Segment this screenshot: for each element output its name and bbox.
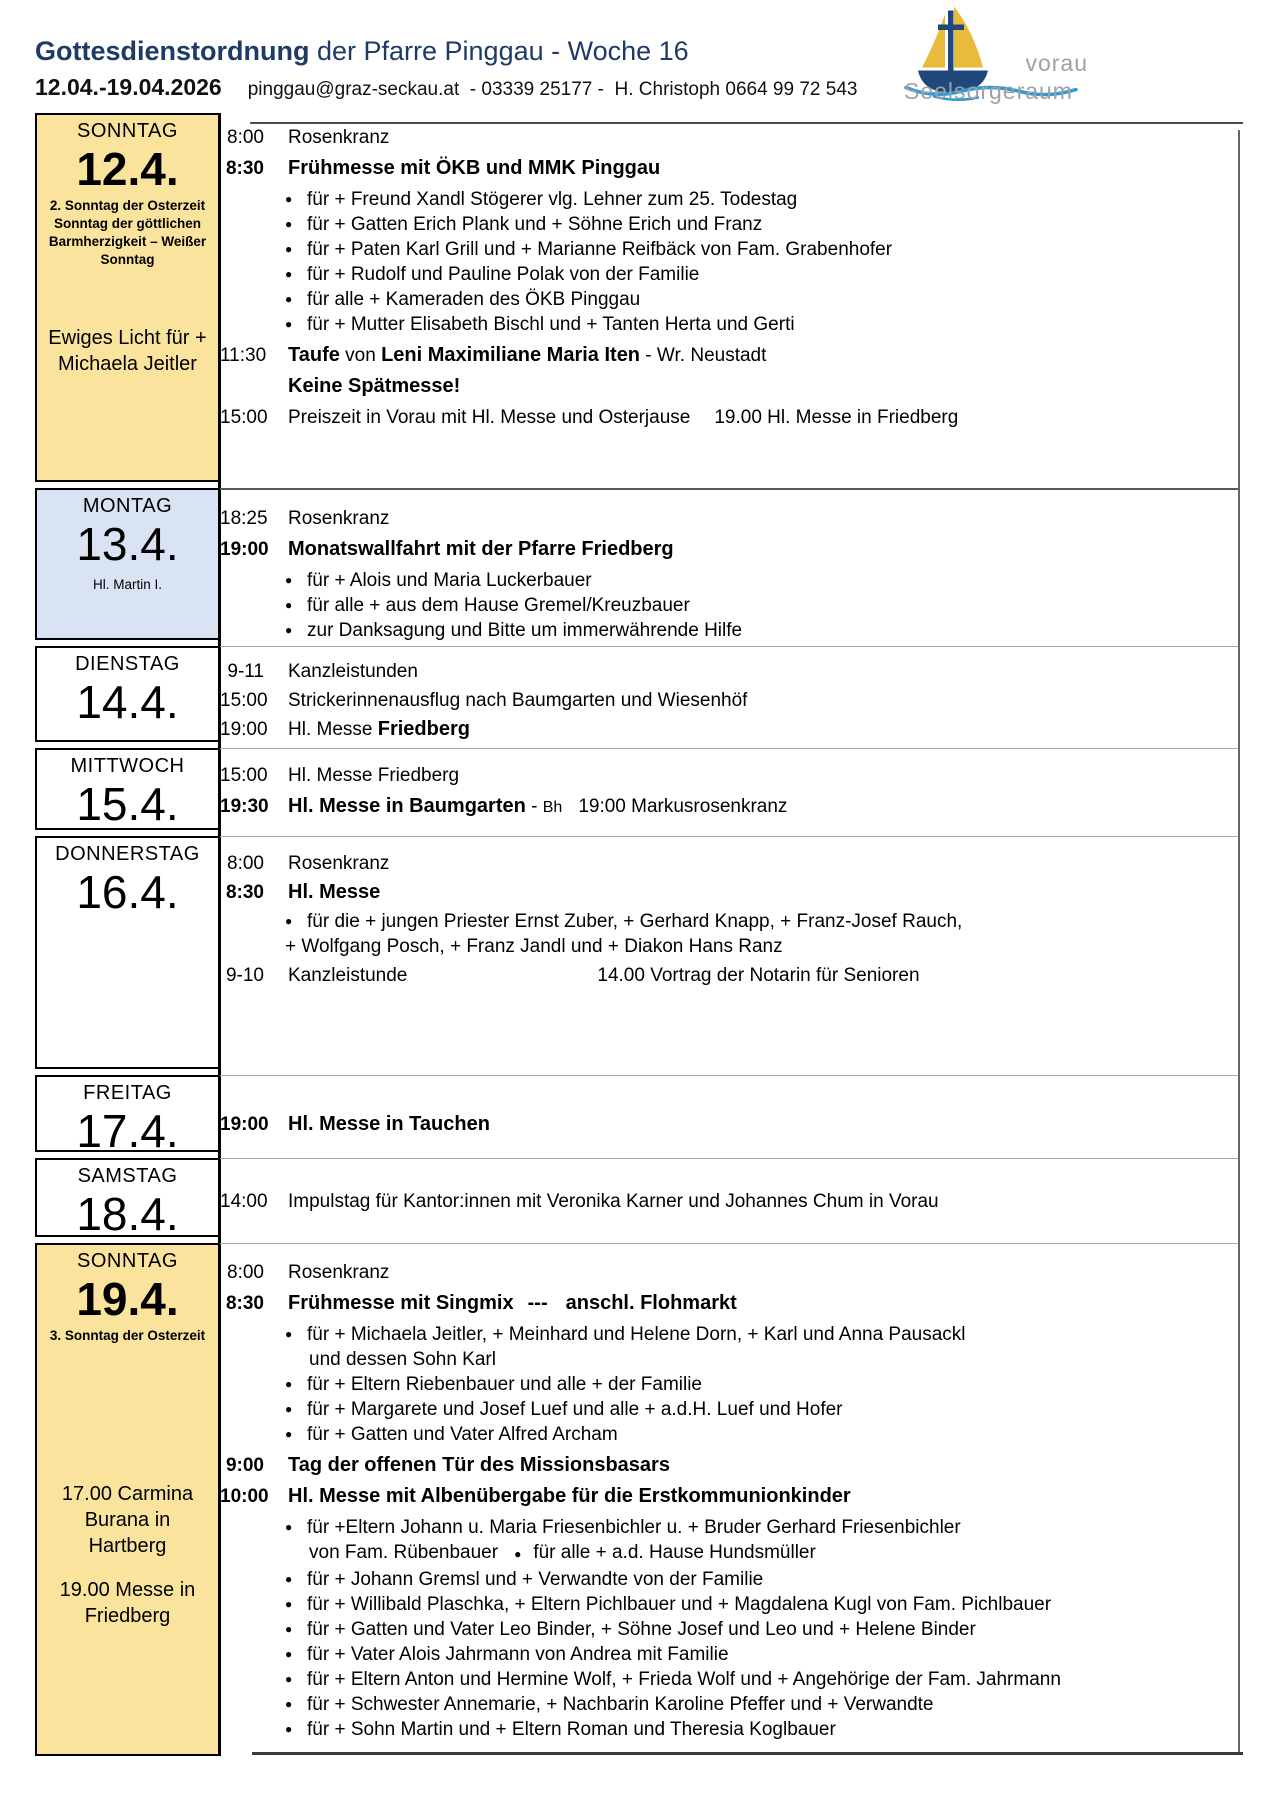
- contact-info: pinggau@graz-seckau.at - 03339 25177 - H. Christoph 0664 99 72 543: [247, 79, 858, 100]
- day-cell-montag-13-4: [35, 488, 220, 646]
- day-cell-samstag-18-4: [35, 1158, 220, 1243]
- text-segment: - Wr. Neustadt: [640, 345, 767, 366]
- text-segment: Leni Maximiliane Maria Iten: [381, 344, 641, 366]
- bullet-icon: ●: [285, 1622, 293, 1636]
- entry-text: [307, 312, 795, 337]
- bullet-icon: ●: [285, 217, 293, 231]
- intention-line: [220, 1422, 1238, 1447]
- day-date: 18.4.: [76, 1188, 179, 1240]
- day-schedule-mittwoch-15-4: [220, 748, 1238, 836]
- entry-text: [288, 125, 389, 150]
- text-segment: Rosenkranz: [288, 127, 390, 148]
- entry-text: [307, 212, 762, 237]
- text-segment: für + Margarete und Josef Luef und alle + a.d.H. Luef und Hofer: [307, 1399, 843, 1420]
- intention-line: [220, 1322, 1238, 1347]
- intention-line: [220, 1567, 1238, 1592]
- text-segment: für + Gatten und Vater Alfred Archam: [307, 1424, 618, 1445]
- day-date: 17.4.: [76, 1105, 179, 1157]
- entry-time: 19:00: [220, 1114, 269, 1135]
- entry-time: 15:00: [220, 407, 268, 428]
- day-row-freitag-17-4: [35, 1075, 1238, 1158]
- intention-line: [220, 1642, 1238, 1667]
- day-subtitle: 3. Sonntag der Osterzeit: [49, 1328, 206, 1343]
- date-range: 12.04.-19.04.2026: [35, 74, 222, 100]
- entry-time: 11:30: [220, 345, 267, 366]
- schedule-entry: [220, 1189, 1238, 1214]
- page-title-rest: der Pfarre Pinggau - Woche 16: [309, 36, 689, 66]
- day-name: DIENSTAG: [75, 653, 180, 675]
- day-schedule-montag-13-4: [220, 488, 1238, 646]
- page-title: [35, 36, 689, 67]
- intention-line: [220, 237, 1238, 262]
- entry-text: [288, 688, 747, 713]
- entry-time: 9:00: [225, 1455, 264, 1476]
- text-segment: Monatswallfahrt mit der Pfarre Friedberg: [288, 538, 674, 560]
- day-date: 19.4.: [76, 1273, 179, 1325]
- text-segment: Friedberg: [377, 718, 470, 740]
- entry-time: 18:25: [220, 508, 268, 529]
- entry-text: [307, 237, 892, 262]
- entry-text: [307, 1322, 966, 1347]
- day-cell-sonntag-12-4: [35, 113, 220, 488]
- text-segment: Hl. Messe: [288, 881, 381, 903]
- page-title-bold: Gottesdienstordnung: [35, 36, 310, 66]
- day-date: 14.4.: [76, 676, 179, 728]
- schedule-entry: [220, 537, 1238, 562]
- text-segment: Strickerinnenausflug nach Baumgarten und Wiesenhöf: [288, 690, 748, 711]
- entry-text: [307, 287, 640, 312]
- bullet-icon: ●: [285, 1597, 293, 1611]
- entry-text: [288, 717, 470, 742]
- text-segment: Impulstag für Kantor:innen mit Veronika Karner und Johannes Chum in Vorau: [288, 1191, 939, 1212]
- entry-time: 8:30: [225, 158, 264, 179]
- intention-line: [220, 287, 1238, 312]
- day-schedule-donnerstag-16-4: [220, 836, 1238, 1075]
- intention-line: [220, 1692, 1238, 1717]
- day-date: 12.4.: [76, 143, 179, 195]
- day-schedule-sonntag-19-4: [220, 1243, 1238, 1756]
- bullet-icon: ●: [285, 242, 293, 256]
- day-row-donnerstag-16-4: [35, 836, 1238, 1075]
- entry-text: [288, 880, 380, 905]
- text-segment: für + Michaela Jeitler, + Meinhard und Helene Dorn, + Karl und Anna Pausackl: [307, 1324, 966, 1345]
- schedule-table: [35, 113, 1238, 1756]
- day-row-samstag-18-4: [35, 1158, 1238, 1243]
- entry-text: [307, 1617, 976, 1642]
- text-segment: anschl. Flohmarkt: [565, 1292, 737, 1314]
- day-cell-donnerstag-16-4: [35, 836, 220, 1075]
- day-date: 16.4.: [76, 866, 179, 918]
- entry-text: [307, 187, 797, 212]
- entry-text: [307, 1717, 836, 1742]
- entry-text: [307, 593, 690, 618]
- entry-text: [288, 343, 766, 368]
- intention-line: [220, 909, 1238, 934]
- day-date: 15.4.: [76, 778, 179, 830]
- intention-line: [220, 212, 1238, 237]
- entry-text: [307, 1515, 961, 1540]
- text-segment: für + Schwester Annemarie, + Nachbarin Karoline Pfeffer und + Verwandte: [307, 1694, 934, 1715]
- entry-time: 8:00: [227, 853, 264, 874]
- day-cell-mittwoch-15-4: [35, 748, 220, 836]
- entry-time: 15:00: [220, 765, 268, 786]
- entry-text: [307, 568, 592, 593]
- text-segment: für die + jungen Priester Ernst Zuber, + Gerhard Knapp, + Franz-Josef Rauch,: [307, 911, 963, 932]
- day-box-donnerstag-16-4: [35, 836, 220, 1069]
- day-schedule-freitag-17-4: [220, 1075, 1238, 1158]
- intention-line: [220, 1617, 1238, 1642]
- text-segment: ---: [527, 1292, 548, 1314]
- text-segment: Hl. Messe Friedberg: [288, 765, 460, 786]
- text-segment: Rosenkranz: [288, 1262, 390, 1283]
- intention-line: [220, 1667, 1238, 1692]
- entry-text: [288, 963, 920, 988]
- entry-time: 9-10: [225, 965, 264, 986]
- intention-line: [220, 1372, 1238, 1397]
- intention-line: [220, 187, 1238, 212]
- schedule-entry: [220, 880, 1238, 905]
- entry-time: 19:00: [220, 539, 269, 560]
- text-segment: für + Johann Gremsl und + Verwandte von der Familie: [307, 1569, 764, 1590]
- text-segment: -: [525, 796, 543, 817]
- entry-text: [307, 1642, 729, 1667]
- schedule-entry: [220, 506, 1238, 531]
- text-segment: zur Danksagung und Bitte um immerwährende Hilfe: [307, 620, 743, 641]
- text-segment: für + Rudolf und Pauline Polak von der Familie: [307, 264, 700, 285]
- text-segment: Hl. Messe mit Albenübergabe für die Erstkommunionkinder: [288, 1485, 851, 1507]
- text-segment: 14.00 Vortrag der Notarin für Senioren: [597, 965, 920, 986]
- bullet-icon: ●: [285, 1722, 293, 1736]
- text-segment: Hl. Messe in Tauchen: [288, 1113, 490, 1135]
- bullet-icon: ●: [285, 267, 293, 281]
- text-segment: für + Paten Karl Grill und + Marianne Reifbäck von Fam. Grabenhofer: [307, 239, 893, 260]
- entry-text: [288, 763, 459, 788]
- text-segment: Taufe: [288, 344, 340, 366]
- intention-line: [220, 618, 1238, 643]
- logo-text-seelsorgeraum: Seelsorgeraum: [904, 78, 1073, 104]
- day-box-montag-13-4: [35, 488, 220, 640]
- bullet-icon: ●: [285, 1402, 293, 1416]
- text-segment: für + Willibald Plaschka, + Eltern Pichlbauer und + Magdalena Kugl von Fam. Pichlbauer: [307, 1594, 1052, 1615]
- day-date: 13.4.: [76, 518, 179, 570]
- entry-text: [288, 659, 418, 684]
- day-row-mittwoch-15-4: [35, 748, 1238, 836]
- bullet-icon: ●: [285, 1647, 293, 1661]
- text-segment: Kanzleistunde: [288, 965, 408, 986]
- entry-text: [288, 1453, 670, 1478]
- text-segment: Rosenkranz: [288, 508, 390, 529]
- day-name: SONNTAG: [77, 120, 178, 142]
- schedule-entry: [220, 1453, 1238, 1478]
- intention-line: [220, 1592, 1238, 1617]
- entry-time: 8:00: [227, 127, 264, 148]
- text-segment: Hl. Messe in Baumgarten: [288, 795, 526, 817]
- entry-text: [307, 1397, 843, 1422]
- bullet-icon: ●: [285, 1327, 293, 1341]
- seelsorgeraum-logo: [880, 2, 1090, 110]
- bullet-icon: ●: [285, 292, 293, 306]
- entry-text: [307, 909, 962, 934]
- text-segment: und dessen Sohn Karl: [309, 1349, 496, 1370]
- intention-line: [220, 1717, 1238, 1742]
- text-segment: für + Gatten Erich Plank und + Söhne Erich und Franz: [307, 214, 763, 235]
- entry-text: [288, 794, 787, 820]
- intention-line: [220, 1540, 1238, 1567]
- day-subtitle: 2. Sonntag der Osterzeit Sonntag der göttlichen Barmherzigkeit – Weißer Sonntag: [48, 198, 207, 267]
- text-segment: Frühmesse mit ÖKB und MMK Pinggau: [288, 157, 661, 179]
- day-row-montag-13-4: [35, 488, 1238, 646]
- bullet-icon: ●: [285, 1520, 293, 1534]
- day-name: SAMSTAG: [77, 1165, 178, 1187]
- bullet-icon: ●: [285, 1672, 293, 1686]
- bullet-icon: ●: [285, 1427, 293, 1441]
- day-name: MONTAG: [82, 495, 173, 517]
- text-segment: für + Eltern Anton und Hermine Wolf, + Frieda Wolf und + Angehörige der Fam. Jahrmann: [307, 1669, 1061, 1690]
- schedule-entry: [220, 1484, 1238, 1509]
- intention-line: [220, 312, 1238, 337]
- bullet-icon: ●: [285, 1572, 293, 1586]
- entry-text: [288, 1260, 389, 1285]
- entry-text: [288, 851, 389, 876]
- entry-time: 8:30: [225, 882, 264, 903]
- schedule-entry: [220, 125, 1238, 150]
- entry-time: 10:00: [220, 1486, 269, 1507]
- bullet-icon: ●: [285, 317, 293, 331]
- text-segment: für + Mutter Elisabeth Bischl und + Tanten Herta und Gerti: [307, 314, 795, 335]
- day-name: SONNTAG: [77, 1250, 178, 1272]
- day-name: DONNERSTAG: [55, 843, 200, 865]
- schedule-entry: [220, 688, 1238, 713]
- entry-text: [288, 537, 674, 562]
- day-row-sonntag-19-4: [35, 1243, 1238, 1756]
- text-segment: Rosenkranz: [288, 853, 390, 874]
- schedule-entry: [220, 374, 1238, 399]
- entry-text: [288, 374, 460, 399]
- entry-text: [288, 1484, 851, 1509]
- text-segment: für + Vater Alois Jahrmann von Andrea mit Familie: [307, 1644, 729, 1665]
- entry-text: [288, 1112, 490, 1137]
- intention-line: [220, 568, 1238, 593]
- day-cell-sonntag-19-4: [35, 1243, 220, 1756]
- intention-line: [220, 934, 1238, 959]
- schedule-entry: [220, 156, 1238, 181]
- day-schedule-dienstag-14-4: [220, 646, 1238, 748]
- entry-text: [307, 618, 742, 643]
- text-segment: Keine Spätmesse!: [288, 375, 461, 397]
- bullet-icon: ●: [285, 192, 293, 206]
- entry-text: [307, 1592, 1051, 1617]
- text-segment: Tag der offenen Tür des Missionsbasars: [288, 1454, 670, 1476]
- logo-text-vorau: vorau: [1025, 50, 1088, 76]
- schedule-entry: [220, 963, 1238, 988]
- bullet-icon: ●: [285, 1697, 293, 1711]
- intention-line: [220, 1397, 1238, 1422]
- entry-text: [307, 1567, 763, 1592]
- day-box-mittwoch-15-4: [35, 748, 220, 830]
- entry-time: 9-11: [227, 661, 264, 682]
- day-row-dienstag-14-4: [35, 646, 1238, 748]
- text-segment: ●: [514, 1547, 522, 1561]
- day-note: Hl. Martin I.: [92, 577, 162, 592]
- entry-text: [307, 1422, 618, 1447]
- intention-line: [220, 1515, 1238, 1540]
- schedule-entry: [220, 1291, 1238, 1316]
- entry-text: [288, 1189, 939, 1214]
- entry-time: 14:00: [220, 1191, 268, 1212]
- day-schedule-samstag-18-4: [220, 1158, 1238, 1243]
- text-segment: von Fam. Rübenbauer: [309, 1542, 499, 1563]
- entry-text: [307, 1667, 1061, 1692]
- intention-line: [220, 262, 1238, 287]
- text-segment: für + Freund Xandl Stögerer vlg. Lehner zum 25. Todestag: [307, 189, 798, 210]
- entry-text: [288, 405, 958, 430]
- text-segment: Hl. Messe: [288, 719, 378, 740]
- entry-time: 8:00: [227, 1262, 264, 1283]
- entry-time: [220, 374, 264, 399]
- entry-text: [285, 934, 783, 959]
- text-segment: von: [339, 345, 382, 366]
- day-row-sonntag-12-4: [35, 113, 1238, 488]
- bullet-icon: ●: [285, 623, 293, 637]
- day-schedule-sonntag-12-4: [220, 113, 1238, 488]
- day-note: 17.00 Carmina Burana in Hartberg: [61, 1483, 194, 1557]
- entry-text: [288, 1291, 737, 1316]
- entry-time: 15:00: [220, 690, 268, 711]
- schedule-entry: [220, 659, 1238, 684]
- day-box-samstag-18-4: [35, 1158, 220, 1240]
- text-segment: 19.00 Hl. Messe in Friedberg: [714, 407, 959, 428]
- intention-line: [220, 593, 1238, 618]
- entry-time: 19:30: [220, 796, 269, 817]
- header-subline: [35, 74, 857, 101]
- text-segment: 19:00 Markusrosenkranz: [578, 796, 788, 817]
- bullet-icon: ●: [285, 598, 293, 612]
- day-cell-freitag-17-4: [35, 1075, 220, 1158]
- right-border-line: [1238, 130, 1240, 1753]
- entry-text: [288, 506, 389, 531]
- entry-text: [307, 262, 699, 287]
- schedule-entry: [220, 1112, 1238, 1137]
- day-name: FREITAG: [83, 1082, 172, 1104]
- entry-time: 19:00: [220, 719, 268, 740]
- day-note: Ewiges Licht für + Michaela Jeitler: [48, 327, 207, 375]
- day-box-dienstag-14-4: [35, 646, 220, 742]
- text-segment: für alle + Kameraden des ÖKB Pinggau: [307, 289, 641, 310]
- entry-text: [307, 1692, 934, 1717]
- bullet-icon: ●: [285, 573, 293, 587]
- schedule-entry: [220, 763, 1238, 788]
- schedule-entry: [220, 717, 1238, 742]
- text-segment: für + Alois und Maria Luckerbauer: [307, 570, 592, 591]
- entry-text: [307, 1372, 702, 1397]
- schedule-entry: [220, 1260, 1238, 1285]
- entry-text: [309, 1347, 496, 1372]
- text-segment: Bh: [542, 799, 563, 816]
- entry-time: 8:30: [225, 1293, 264, 1314]
- text-segment: für +Eltern Johann u. Maria Friesenbichler u. + Bruder Gerhard Friesenbichler: [307, 1517, 961, 1538]
- text-segment: Kanzleistunden: [288, 661, 418, 682]
- day-box-sonntag-12-4: [35, 113, 220, 482]
- text-segment: + Wolfgang Posch, + Franz Jandl und + Diakon Hans Ranz: [285, 936, 783, 957]
- day-note: 19.00 Messe in Friedberg: [59, 1579, 196, 1627]
- text-segment: für + Eltern Riebenbauer und alle + der Familie: [307, 1374, 703, 1395]
- text-segment: Preiszeit in Vorau mit Hl. Messe und Osterjause: [288, 407, 691, 428]
- schedule-entry: [220, 851, 1238, 876]
- bullet-icon: ●: [285, 1377, 293, 1391]
- text-segment: für + Sohn Martin und + Eltern Roman und Theresia Koglbauer: [307, 1719, 836, 1740]
- entry-text: [309, 1540, 816, 1567]
- intention-line: [220, 1347, 1238, 1372]
- day-box-sonntag-19-4: [35, 1243, 220, 1756]
- bullet-icon: ●: [285, 914, 293, 928]
- schedule-entry: [220, 794, 1238, 820]
- text-segment: Frühmesse mit Singmix: [288, 1292, 514, 1314]
- text-segment: für + Gatten und Vater Leo Binder, + Söhne Josef und Leo und + Helene Binder: [307, 1619, 976, 1640]
- entry-text: [288, 156, 660, 181]
- day-name: MITTWOCH: [70, 755, 185, 777]
- day-cell-dienstag-14-4: [35, 646, 220, 748]
- text-segment: für alle + a.d. Hause Hundsmüller: [533, 1542, 816, 1563]
- text-segment: für alle + aus dem Hause Gremel/Kreuzbauer: [307, 595, 690, 616]
- schedule-entry: [220, 343, 1238, 368]
- day-box-freitag-17-4: [35, 1075, 220, 1157]
- schedule-entry: [220, 405, 1238, 430]
